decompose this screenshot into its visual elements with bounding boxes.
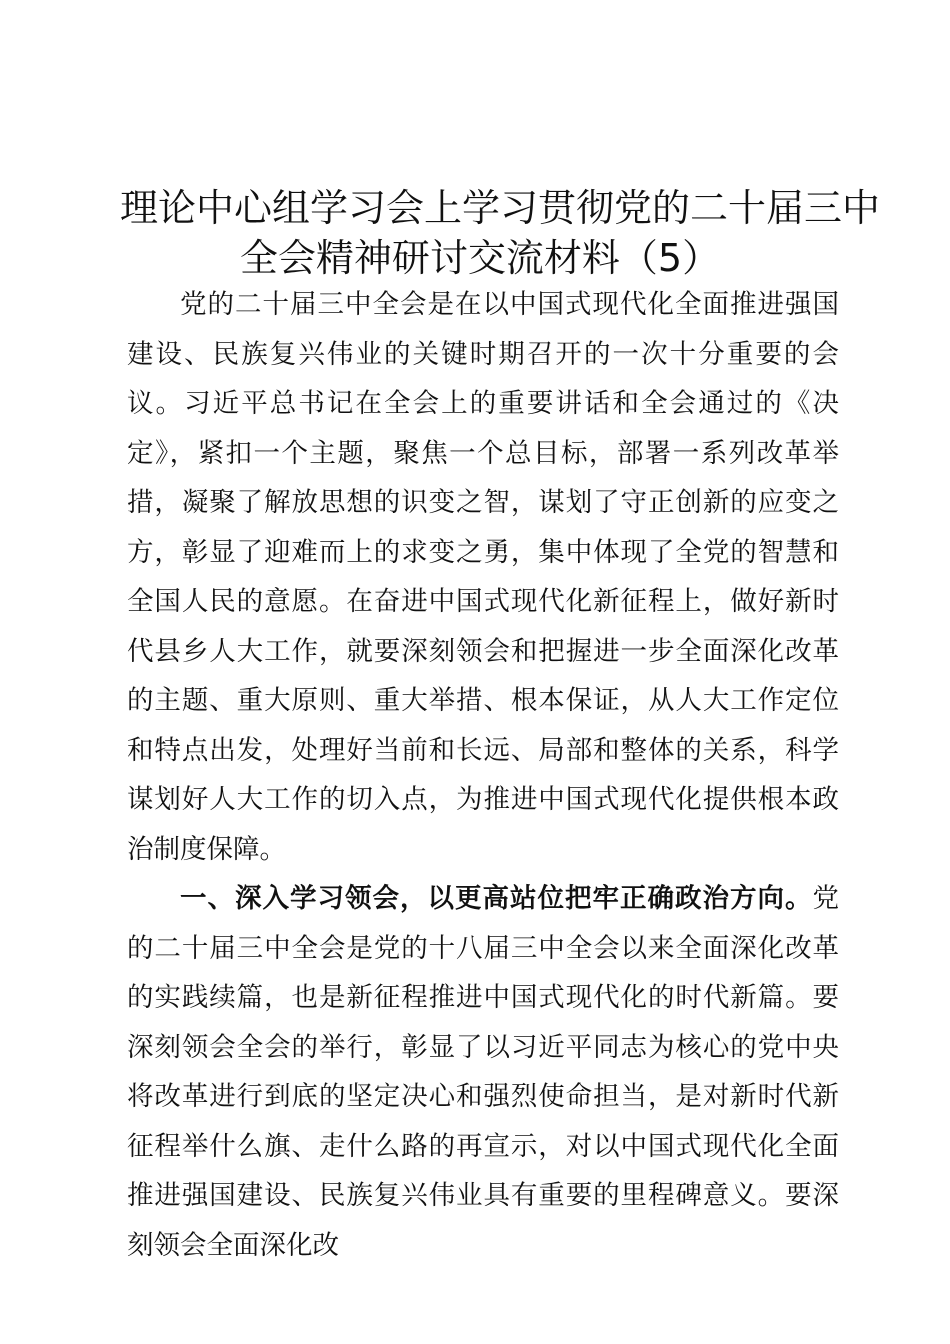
document-title bbox=[120, 183, 881, 283]
title-line-2: 全会精神研讨交流材料（5） bbox=[239, 236, 721, 280]
paragraph-intro bbox=[127, 280, 839, 874]
paragraph-intro-text: 党的二十届三中全会是在以中国式现代化全面推进强国建设、民族复兴伟业的关键时期召开的一次十分重要的会议。习近平总书记在全会上的重要讲话和全会通过的《决定》，紧扣一个主题，聚焦一个总目标，部署一系列改革举措，凝聚了解放思想的识变之智，谋划了守正创新的应变之方，彰显了迎难而上的求变之勇，集中体现了全党的智慧和全国人民的意愿。在奋进中国式现代化新征程上，做好新时代县乡人大工作，就要深刻领会和把握进一步全面深化改革的主题、重大原则、重大举措、根本保证，从人大工作定位和特点出发，处理好当前和长远、局部和整体的关系，科学谋划好人大工作的切入点，为推进中国式现代化提供根本政治制度保障。 bbox=[127, 289, 839, 865]
section-1-heading: 一、深入学习领会，以更高站位把牢正确政治方向。 bbox=[180, 883, 813, 914]
title-line-1: 理论中心组学习会上学习贯彻党的二十届三中 bbox=[120, 186, 881, 230]
document-body bbox=[127, 280, 839, 1270]
section-1-text: 党的二十届三中全会是党的十八届三中全会以来全面深化改革的实践续篇，也是新征程推进中国式现代化的时代新篇。要深刻领会全会的举行，彰显了以习近平同志为核心的党中央将改革进行到底的坚定决心和强烈使命担当，是对新时代新征程举什么旗、走什么路的再宣示，对以中国式现代化全面推进强国建设、民族复兴伟业具有重要的里程碑意义。要深刻领会全面深化改 bbox=[127, 883, 839, 1261]
paragraph-section-1 bbox=[127, 874, 839, 1270]
